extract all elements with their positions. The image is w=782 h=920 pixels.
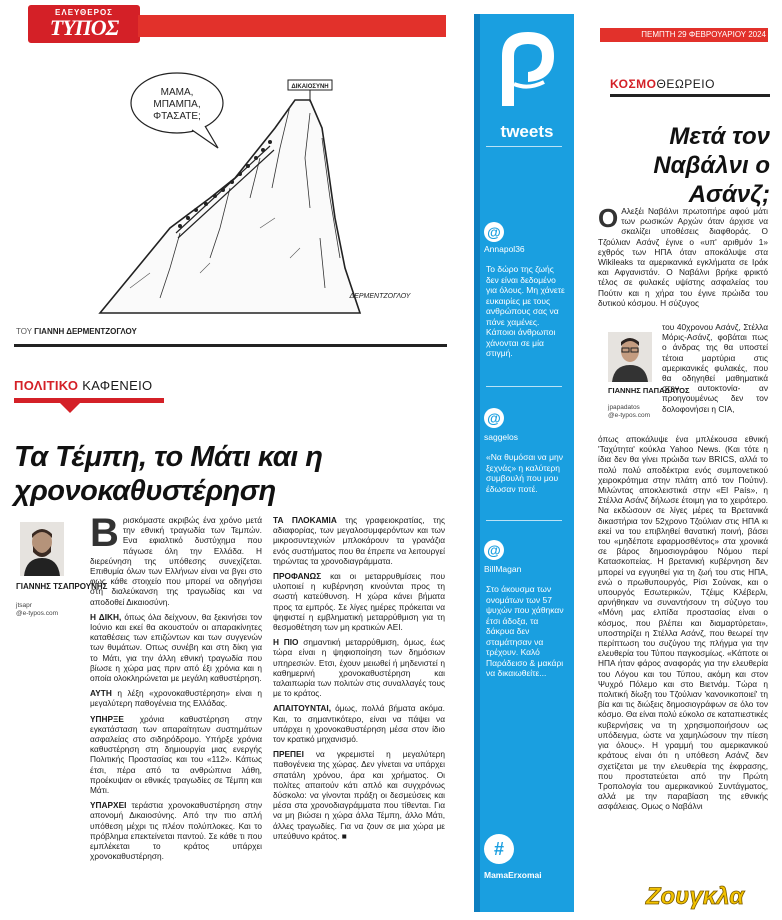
paragraph-text: σημαντική μεταρρύθμιση, όμως, έως τώρα είναι η ψηφιοποίηση των δημόσιων υπηρεσιών. Ετσι, έχουν μειωθεί ή μηδενιστεί η καθημερινή χρονοκαθυστέρηση και ταλαιπωρία των πολιτών στις συναλλαγές τους με το κράτος.	[273, 637, 445, 699]
justice-sign: ΔΙΚΑΙΟΣΥΝΗ	[291, 84, 329, 90]
article-headline: Τα Τέμπη, το Μάτι και η χρονοκαθυστέρηση	[14, 441, 323, 507]
bubble-line-2: ΜΠΑΜΠΑ,	[153, 99, 201, 110]
paragraph-lead: ΥΠΗΡΞΕ	[90, 713, 124, 724]
article-paragraph	[273, 571, 445, 632]
author-handle: jtsapr	[16, 602, 32, 609]
at-icon: @	[484, 222, 504, 242]
paragraph-text: όπως όλα δείχνουν, θα ξεκινήσει τον Ιούνιο και εκεί θα ακουστούν οι απαρακίνητες καταθέσεις των επιζώντων και των συγγενών των θυμάτων. Οπως συνέβη και στη δίκη για το Μάτι, για την άλλη εθνική τραγωδία που βίωσε η χώρα μας πριν από έξι χρόνια και η οποία ολοκληρώνεται με μεγάλη καθυστέρηση.	[90, 611, 263, 684]
newspaper-logo	[28, 5, 140, 43]
world-section-light: ΘΕΩΡΕΙΟ	[656, 77, 715, 91]
world-text-mid: του 40χρονου Ασάνζ, Στέλλα Μόρις-Ασάνζ, φοβάται πως ο άνδρας της θα υποστεί τέτοια μαρτύρια στις αμερικανικές φυλακές, που θα οδηγηθεί μαθηματικά στην αυτοκτονία- αν προηγουμένως δεν τον δολοφονήσει η CIA,	[662, 322, 768, 414]
author-avatar	[20, 522, 64, 576]
paragraph-lead: ΠΡΕΠΕΙ	[273, 749, 304, 760]
author-email: @e-typos.com	[16, 610, 58, 617]
cartoon-credit	[16, 327, 137, 336]
world-author-contact	[608, 404, 650, 420]
paragraph-text: όμως, πολλά βήματα ακόμα. Και, το σημαντικότερο, είναι να πάψει να υπάρχει η χρονοκαθυστέρηση μέσα στον ίδιο τον κρατικό μηχανισμό.	[273, 703, 445, 745]
credit-prefix: ΤΟΥ	[16, 327, 32, 336]
paragraph-text: η λέξη «χρονοκαθυστέρηση» είναι η μεγαλύτερη παθογένεια της Ελλάδας.	[90, 688, 262, 709]
masthead-red-bar	[138, 15, 446, 37]
article-paragraph	[273, 703, 445, 744]
paragraph-lead: ΠΡΟΦΑΝΩΣ	[273, 571, 322, 582]
world-author-email: @e-typos.com	[608, 412, 650, 419]
paragraph-text: χρόνια καθυστέρηση στην εγκατάσταση των απαραίτητων συστημάτων ασφαλείας στο σιδηρόδρομο. Υπήρξε χρόνια καθυστέρηση στη δημιουργία μιας ενεργής Πολιτικής Προστασίας και του «112». Κάπως έτσι, πέρα από τα ανθρώπινα λάθη, προέκυψαν οι εθνικές τραγωδίες σε Τέμπη και Μάτι.	[90, 713, 262, 796]
watermark-text: Ζουγκλα	[645, 883, 745, 910]
world-section-bold: ΚΟΣΜΟ	[610, 77, 657, 91]
paragraph-text: ρισκόμαστε ακριβώς ένα χρόνο μετά την εθνική τραγωδία των Τεμπών. Ενα εφιαλτικό δυστύχημα που πάγωσε όλη την Ελλάδα. Η διερεύνηση της υπόθεσης συνεχίζεται. Επιθυμία όλων των Ελλήνων είναι να βγει στο φως κάθε στοιχείο που μπορεί να οδηγήσει στη διαλεύκανση της τραγωδίας και να αποδοθεί Δικαιοσύνη.	[90, 515, 262, 607]
author-name: ΓΙΑΝΝΗΣ ΤΣΑΠΡΟΥΝΗΣ	[16, 582, 108, 591]
section-rule	[14, 398, 164, 403]
world-section-rule	[610, 94, 770, 97]
logo-top-label: ΕΛΕΥΘΕΡΟΣ	[55, 8, 113, 17]
cartoon-signature: ΔΕΡΜΕΝΤΖΟΓΛΟΥ	[349, 293, 411, 300]
tweets-label: tweets	[500, 122, 554, 141]
paragraph-lead: ΤΑ ΠΛΟΚΑΜΙΑ	[273, 515, 337, 525]
world-text-top-body: Αλεξέι Ναβάλνι πρωτοπήρε αφού μάτι των ρωσικών Αρχών όταν άρχισε να σκαλίζει υποθέσεις διαφθοράς. Ο Τζούλιαν Ασάνζ έγινε ο «υπ' αριθμόν 1» εχθρός των ΗΠΑ όταν αποκάλυψε στα Wikileaks τα αμερικανικά εγκλήματα σε Ιράκ και Αφγανιστάν. Ο Ναβάλνι βρήκε φρικτό τέλος σε φυλακές υψίστης ασφαλείας του Πούτιν και η χήρα του έγινε πρώιδα του δυτικού κόσμου. Η σύζυγος	[598, 206, 768, 308]
credit-name: ΓΙΑΝΝΗ ΔΕΡΜΕΝΤΖΟΓΛΟΥ	[34, 327, 137, 336]
bubble-line-3: ΦΤΑΣΑΤΕ;	[153, 111, 201, 122]
twitter-bird-icon	[494, 26, 562, 116]
paragraph-text: τεράστια χρονοκαθυστέρηση στην απονομή Δικαιοσύνης. Από την πιο απλή υπόθεση μέχρι τις πλέον πολύπλοκες. Και το πρόβλημα επεκτείνεται παντού. Σε κάθε τι που εμπλέκεται το κράτος υπάρχει χρονοκαθυστέρηση.	[90, 800, 262, 862]
tweet-text: «Να θυμόσαι να μην ξεχνάς» η καλύτερη συμβουλή που μου έδωσαν ποτέ.	[486, 452, 563, 494]
issue-date: ΠΕΜΠΤΗ 29 ΦΕΒΡΟΥΑΡΙΟΥ 2024	[600, 28, 768, 42]
article-paragraph	[90, 612, 262, 683]
world-section-header	[610, 77, 715, 91]
paragraph-lead: Η ΠΙΟ	[273, 637, 299, 648]
tweet-footer-handle[interactable]: MamaErxomai	[484, 870, 542, 880]
paragraph-text: να γκρεμιστεί η μεγαλύτερη παθογένεια της χώρας. Δεν γίνεται να υπάρχει σπατάλη χρόνου, άρα και χρήματος. Οι πολίτες απαιτούν κάτι απλό και συγχρόνως δύσκολο: να γίνονται πράξη οι δεσμεύσεις και μέσα στα χρονοδιαγράμματα που τίθενται. Για να μη βιώσει η χώρα άλλα Τέμπη, άλλο Μάτι, άλλες τραγωδίες. Για να ζουν σε μια χώρα με υπεύθυνο κράτος. ■	[273, 749, 445, 841]
article-paragraph	[273, 749, 445, 841]
tweet-handle[interactable]: Annapol36	[484, 244, 525, 254]
political-cartoon	[60, 58, 430, 318]
watermark-logo	[620, 880, 770, 910]
paragraph-text: της γραφειοκρατίας, της αδιαφορίας, των μεγαλοσυμφερόντων και των μικροσυντεχνιών μπλοκάρουν τα γρανάζια ενός συστήματος που θα έπρεπε να λειτουργεί τηρώντας τα χρονοδιαγράμματα.	[273, 515, 445, 566]
tweet-separator	[486, 386, 562, 387]
world-dropcap: Ο	[598, 203, 619, 233]
paragraph-lead: ΥΠΑΡΧΕΙ	[90, 800, 127, 811]
world-text-bottom: όπως αποκάλυψε ένα μπλέκουσα εθνική 'Ταχύτητα' κούκλα Yahoo News. (Και τότε η ίδια δεν θα γίνει πρώιδα των BRICS, αλλά το πολύ πολύ αποδέκτρια ενός συμπονετικού χειροκρότημα στην πλάτη από τον Πούτιν). Μιλώντας αποκλειστικά στην «El País», η Στέλλα Ασάνζ δήλωσε έτοιμη για το χειρότερο. Να εκδώσουν σε λίγες μέρες τα Βρετανικά δικαστήρια τον 52χρονο Τζούλιαν στις ΗΠΑ κι εκεί να του επιβληθεί θανατική ποινή, βάσει του «μηδέποτε εφαρμοσθέντος» στα χρονικά σε βάρος δημοσιογράφου Νόμου περί Κατασκοπείας. Η βρετανική κυβέρνηση δεν μπορεί να εγγυηθεί για τη ζωή του στις ΗΠΑ, ενώ ο πρωθυπουργός, Ρίσι Σούνακ, και ο υπουργός Εσωτερικών, Τζέιμς Κλέβερλι, αρνήθηκαν να συναντήσουν τη σύζυγο του «Μόνη μας ελπίδα προστασίας είναι ο κόσμος, που βλέπει και διαμαρτύρεται», υποστηρίζει η Στέλλα Ασάνζ, που θεωρεί την περίπτωση του συζύγου της πλήγμα για την ελευθερία του Τύπου παγκοσμίως. «Κάποτε οι ΗΠΑ ήταν φάρος αναφοράς για την ελευθερία του Λόγου και του Τύπου, ακόμη και στον Ψυχρό Πόλεμο και στο Βιετνάμ. Τώρα η πολιτική δίωξη του Τζούλιαν 'κανονικοποιεί' τη βία και τις διώξεις δημοσιογράφων σε όλο τον κόσμο. Θα είναι πολύ εύκολο σε καταπιεστικές κυβερνήσεις να τη χρησιμοποιήσουν ως υπόδειγμα, ώστε να χαμηλώσουν την πίεση για όλους». Η γραμμή του αμερικανικού κράτους είναι ότι η υπόθεση Ασάνζ δεν σχετίζεται με την ελευθερία της έκφρασης, που προστατεύεται από την Πρώτη Τροπολογία του αμερικανικού Συντάγματος, αλλά με την παραβίαση της εθνικής ασφάλειας. Ομως ο Ναβάλνι	[598, 434, 768, 812]
article-paragraph	[273, 637, 445, 698]
world-author-name: ΓΙΑΝΝΗΣ ΠΑΠΑΔΑΤΟΣ	[608, 386, 690, 395]
at-icon: @	[484, 408, 504, 428]
tweet-separator	[486, 520, 562, 521]
at-icon: @	[484, 540, 504, 560]
tweet-text: Στο άκουσμα των ονομάτων των 57 ψυχών που χάθηκαν έτσι άδοξα, τα δάκρυα δεν σταμάτησαν να τρέχουν. Καλό Παράδεισο & μακάρι να δικαιωθείτε...	[486, 584, 564, 678]
section-divider	[14, 344, 447, 347]
paragraph-text: και οι μεταρρυθμίσεις που υλοποιεί η κυβέρνηση κινούνται προς τη σωστή κατεύθυνση. Η χώρα κάνει βήματα προς τα εμπρός. Σε λίγες ημέρες πρόκειται να ψηφιστεί η εμβληματική μεταρρύθμιση για τη θεσμοθέτηση των μη κρατικών ΑΕΙ.	[273, 571, 445, 633]
article-column-a	[90, 511, 263, 867]
article-paragraph	[90, 714, 262, 796]
tweets-label-rule	[486, 146, 562, 147]
tweet-handle[interactable]: saggelos	[484, 432, 519, 442]
section-header	[14, 378, 152, 393]
paragraph-lead: ΑΥΤΗ	[90, 688, 112, 699]
article-paragraph	[90, 511, 262, 607]
tweets-panel-stripe	[474, 14, 480, 912]
article-paragraph	[90, 688, 262, 708]
logo-title: ΤΥΠΟΣ	[49, 15, 119, 40]
bubble-line-1: ΜΑΜΑ,	[160, 87, 194, 98]
section-header-bold: ΠΟΛΙΤΙΚΟ	[14, 378, 79, 393]
hashtag-icon: #	[484, 834, 514, 864]
section-header-light: ΚΑΦΕΝΕΙΟ	[82, 378, 153, 393]
section-chevron-icon	[60, 403, 80, 413]
article-paragraph	[90, 800, 262, 861]
world-author-handle: jpapadatos	[608, 404, 640, 411]
article-column-b	[273, 515, 445, 846]
world-author-avatar	[608, 332, 652, 382]
paragraph-lead: Η ΔΙΚΗ,	[90, 611, 122, 622]
paragraph-lead: ΑΠΑΙΤΟΥΝΤΑΙ,	[273, 703, 332, 714]
article-dropcap: Β	[90, 511, 119, 555]
article-paragraph	[273, 515, 445, 566]
author-contact	[16, 602, 58, 618]
world-headline: Μετά τον Ναβάλνι ο Ασάνζ;	[653, 123, 770, 208]
world-text-top	[598, 203, 768, 308]
tweet-text: Το δώρο της ζωής δεν είναι δεδομένο για όλους. Μη χάνετε ευκαιρίες με τους ανθρώπους σας να πάνε χαμένες. Κάποιοι άνθρωποι χάνονται σε μία στιγμή.	[486, 264, 565, 358]
tweet-handle[interactable]: BillMagan	[484, 564, 522, 574]
